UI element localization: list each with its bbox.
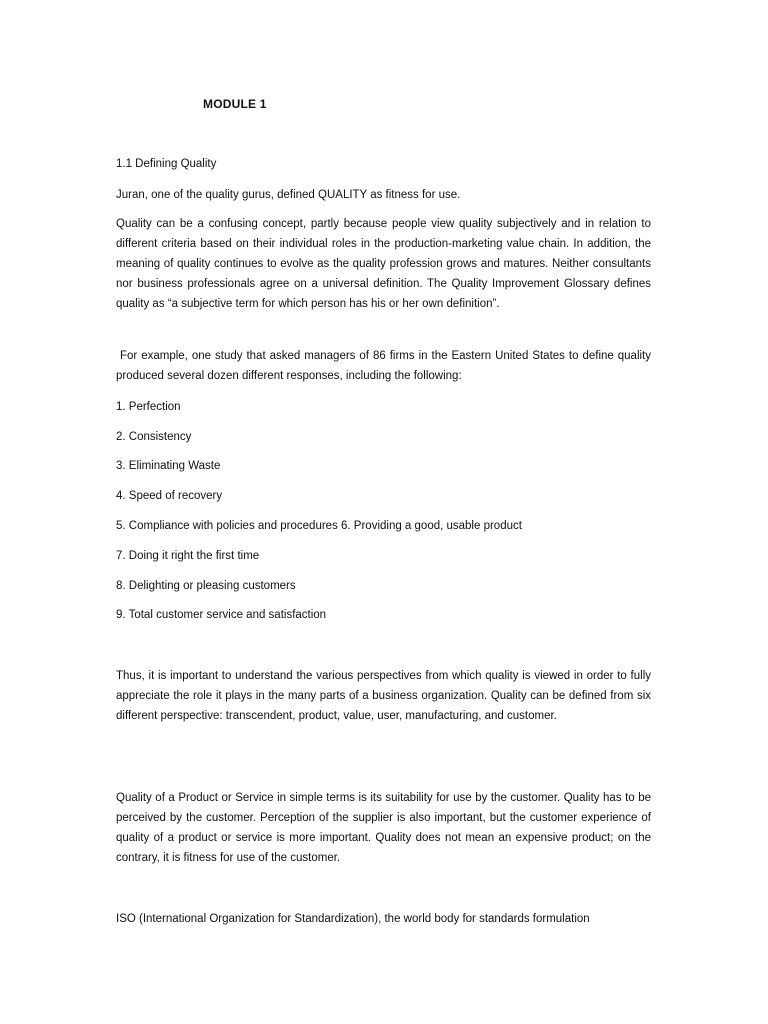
paragraph-study-example: For example, one study that asked managers of 86 firms in the Eastern United States to define quality produced several dozen different responses, including the following:: [116, 350, 655, 382]
paragraph-juran: Juran, one of the quality gurus, defined QUALITY as fitness for use.: [116, 189, 461, 201]
list-item: 3. Eliminating Waste: [116, 460, 221, 472]
module-title: MODULE 1: [203, 97, 267, 111]
list-item: 2. Consistency: [116, 431, 192, 443]
paragraph-confusing-concept: Quality can be a confusing concept, partly because people view quality subjectively and in relation to different criteria based on their individual roles in the production-marketing value chain. In addition, the meaning of quality continues to evolve as the quality profession grows and matures. Neither consultants nor business professionals agree on a universal definition. The Quality Improvement Glossary defines quality as “a subjective term for which person has his or her own definition”.: [116, 218, 651, 310]
section-heading: 1.1 Defining Quality: [116, 158, 217, 170]
list-item: 9. Total customer service and satisfaction: [116, 609, 327, 621]
list-item: 4. Speed of recovery: [116, 490, 223, 502]
paragraph-iso: ISO (International Organization for Standardization), the world body for standards formulation: [116, 913, 590, 925]
paragraph-product-service: Quality of a Product or Service in simple terms is its suitability for use by the customer. Quality has to be perceived by the customer. Perception of the supplier is also important, but the customer experience of quality of a product or service is more important. Quality does not mean an expensive product; on the contrary, it is fitness for use of the customer.: [116, 792, 651, 864]
list-item: 7. Doing it right the first time: [116, 550, 260, 562]
list-item: 8. Delighting or pleasing customers: [116, 580, 296, 592]
paragraph-perspectives: Thus, it is important to understand the various perspectives from which quality is viewed in order to fully appreciate the role it plays in the many parts of a business organization. Quality can be defined from six different perspective: transcendent, product, value, user, manufacturing, and customer.: [116, 670, 651, 722]
list-item: 5. Compliance with policies and procedures 6. Providing a good, usable product: [116, 520, 522, 532]
list-item: 1. Perfection: [116, 401, 181, 413]
